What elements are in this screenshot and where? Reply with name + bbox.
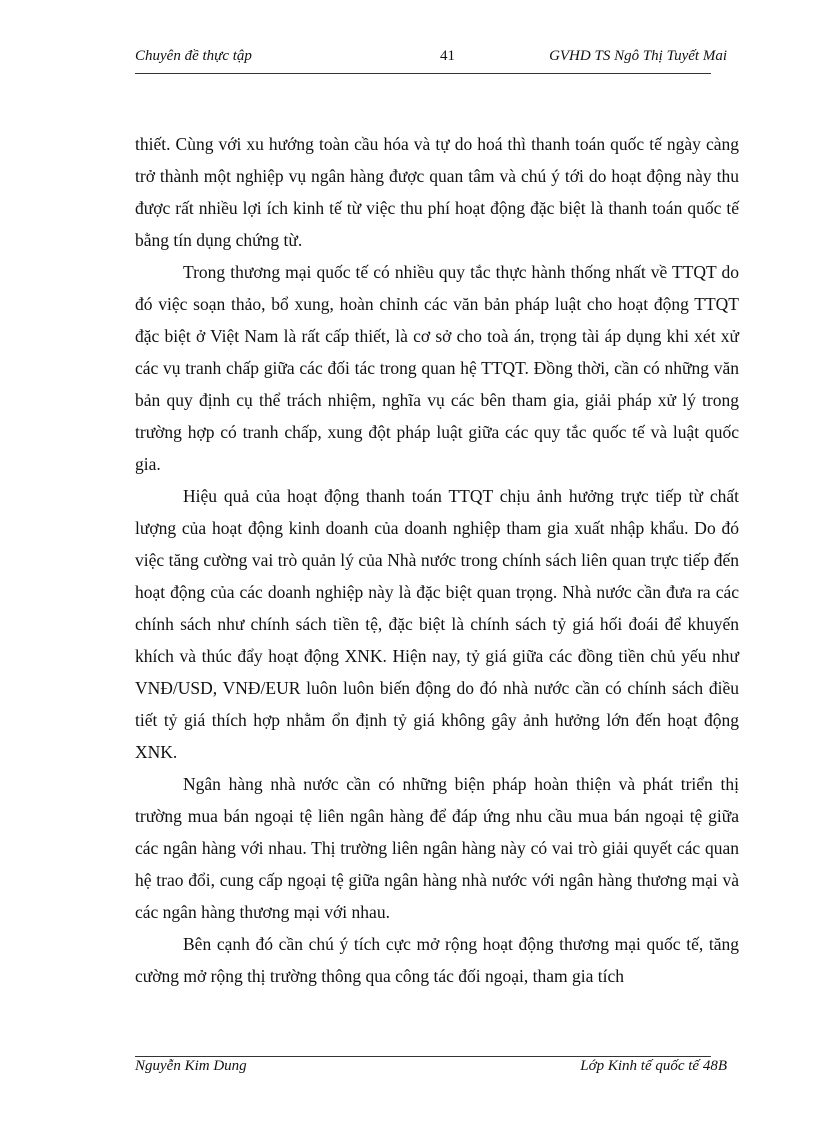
paragraph-interbank-market: Ngân hàng nhà nước cần có những biện pháp hoàn thiện và phát triển thị trường mua bán ngoại tệ liên ngân hàng để đáp ứng nhu cầu mua bán ngoại tệ giữa các ngân hàng với nhau. Thị trường liên ngân hàng này có vai trò giải quyết các quan hệ trao đổi, cung cấp ngoại tệ giữa ngân hàng nhà nước với ngân hàng thương mại và các ngân hàng thương mại với nhau. [135, 774, 739, 922]
footer-divider [135, 1056, 711, 1057]
page-header [135, 48, 727, 70]
paragraph-continuation: thiết. Cùng với xu hướng toàn cầu hóa và tự do hoá thì thanh toán quốc tế ngày càng trở thành một nghiệp vụ ngân hàng được quan tâm và chú ý tới do hoạt động này thu được rất nhiều lợi ích kinh tế từ việc thu phí hoạt động đặc biệt là thanh toán quốc tế bằng tín dụng chứng từ. [135, 134, 739, 250]
paragraph-international-trade: Bên cạnh đó cần chú ý tích cực mở rộng hoạt động thương mại quốc tế, tăng cường mở rộng thị trường thông qua công tác đối ngoại, tham gia tích [135, 934, 739, 986]
footer-class: Lớp Kinh tế quốc tế 48B [580, 1058, 727, 1074]
footer-author: Nguyễn Kim Dung [135, 1058, 247, 1074]
page-footer [135, 1058, 727, 1080]
header-supervisor: GVHD TS Ngô Thị Tuyết Mai [549, 48, 727, 64]
body-text [135, 128, 739, 992]
header-document-type: Chuyên đề thực tập [135, 48, 252, 64]
paragraph-legal-framework: Trong thương mại quốc tế có nhiều quy tắc thực hành thống nhất về TTQT do đó việc soạn thảo, bổ xung, hoàn chỉnh các văn bản pháp luật cho hoạt động TTQT đặc biệt ở Việt Nam là rất cấp thiết, là cơ sở cho toà án, trọng tài áp dụng khi xét xử các vụ tranh chấp giữa các đối tác trong quan hệ TTQT. Đồng thời, cần có những văn bản quy định cụ thể trách nhiệm, nghĩa vụ các bên tham gia, giải pháp xử lý trong trường hợp có tranh chấp, xung đột pháp luật giữa các quy tắc quốc tế và luật quốc gia. [135, 262, 739, 474]
header-divider [135, 73, 711, 74]
page-number: 41 [440, 48, 455, 64]
paragraph-state-management: Hiệu quả của hoạt động thanh toán TTQT chịu ảnh hưởng trực tiếp từ chất lượng của hoạt động kinh doanh của doanh nghiệp tham gia xuất nhập khẩu. Do đó việc tăng cường vai trò quản lý của Nhà nước trong chính sách liên quan trực tiếp đến hoạt động của các doanh nghiệp này là đặc biệt quan trọng. Nhà nước cần đưa ra các chính sách như chính sách tiền tệ, đặc biệt là chính sách tỷ giá hối đoái để khuyến khích và thúc đẩy hoạt động XNK. Hiện nay, tỷ giá giữa các đồng tiền chủ yếu như VNĐ/USD, VNĐ/EUR luôn luôn biến động do đó nhà nước cần có chính sách điều tiết tỷ giá thích hợp nhằm ổn định tỷ giá không gây ảnh hưởng lớn đến hoạt động XNK. [135, 486, 739, 762]
